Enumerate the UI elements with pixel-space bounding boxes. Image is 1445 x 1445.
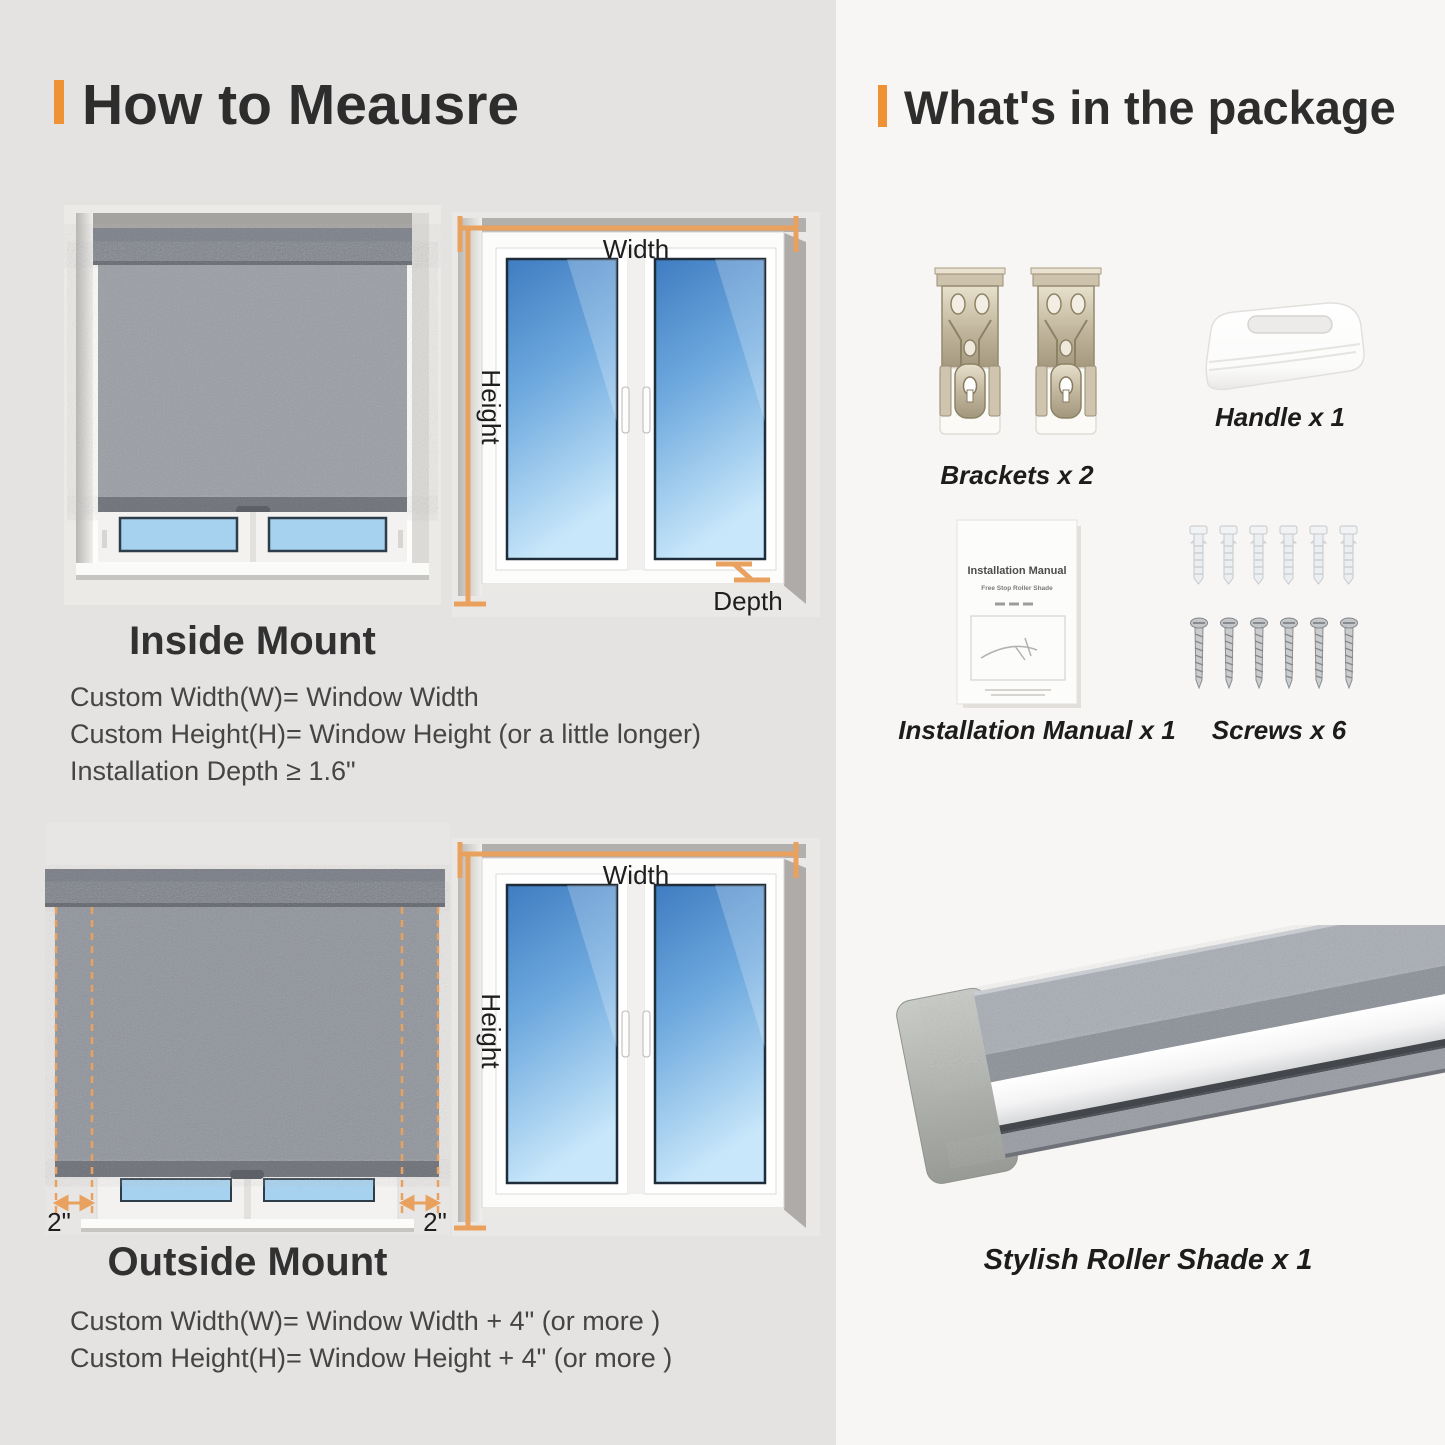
manual-image — [955, 518, 1083, 710]
title-accent-bar — [878, 85, 887, 127]
roller-shade-bar — [894, 925, 1445, 1186]
french-window — [482, 858, 784, 1216]
note-line: Custom Width(W)= Window Width — [70, 682, 479, 712]
handle-label: Handle x 1 — [1214, 402, 1346, 432]
bracket-right — [1031, 268, 1101, 434]
screws-label: Screws x 6 — [1211, 715, 1347, 745]
page-title: What's in the package — [904, 81, 1396, 134]
window-under-shade — [81, 1175, 414, 1232]
inside-mount-heading: Inside Mount — [129, 619, 376, 663]
outside-mount-notes — [70, 1303, 672, 1377]
handle-image — [1202, 300, 1368, 392]
roller-shade-inside — [93, 228, 412, 515]
measure-diagram-inside — [452, 212, 820, 617]
roller-shade-outside — [45, 869, 445, 1179]
window-handle-left — [622, 387, 629, 433]
width-label: Width — [602, 234, 670, 264]
window-under-shade — [98, 512, 407, 562]
page-title: How to Meausre — [82, 73, 520, 137]
manual-subtitle: Free Stop Roller Shade — [981, 585, 1053, 592]
french-window — [482, 232, 784, 592]
bracket-left — [935, 268, 1005, 434]
overhang-left-label: 2" — [47, 1207, 71, 1235]
inside-mount-notes — [70, 679, 701, 790]
manual-title: Installation Manual — [967, 565, 1067, 577]
inside-mount-illustration — [64, 205, 441, 605]
package-contents-panel — [836, 0, 1445, 1445]
shade-pull-tab — [230, 1170, 264, 1179]
note-line: Custom Width(W)= Window Width + 4" (or more ) — [70, 1306, 661, 1336]
window-handle-left — [622, 1011, 629, 1057]
brackets-image — [933, 266, 1103, 438]
screws-image — [1188, 524, 1368, 696]
overhang-right-label: 2" — [423, 1207, 447, 1235]
height-label: Height — [476, 369, 506, 445]
window-handle-right — [643, 387, 650, 433]
outside-mount-heading: Outside Mount — [107, 1240, 388, 1284]
manual-page — [957, 520, 1077, 704]
window-handle-right — [643, 1011, 650, 1057]
note-line: Installation Depth ≥ 1.6" — [70, 756, 356, 786]
manual-label: Installation Manual x 1 — [898, 715, 1176, 745]
brackets-label: Brackets x 2 — [940, 460, 1094, 490]
handle-slot — [1248, 316, 1332, 333]
outside-mount-illustration — [45, 823, 450, 1235]
roller-shade-product-image — [856, 925, 1445, 1245]
depth-label: Depth — [713, 586, 783, 616]
note-line: Custom Height(H)= Window Height (or a little longer) — [70, 719, 701, 749]
measure-diagram-outside — [452, 838, 820, 1236]
note-line: Custom Height(H)= Window Height + 4" (or more ) — [70, 1343, 673, 1373]
width-label: Width — [602, 860, 670, 890]
title-accent-bar — [54, 80, 64, 124]
height-label: Height — [476, 993, 506, 1069]
roller-shade-label: Stylish Roller Shade x 1 — [983, 1244, 1313, 1276]
